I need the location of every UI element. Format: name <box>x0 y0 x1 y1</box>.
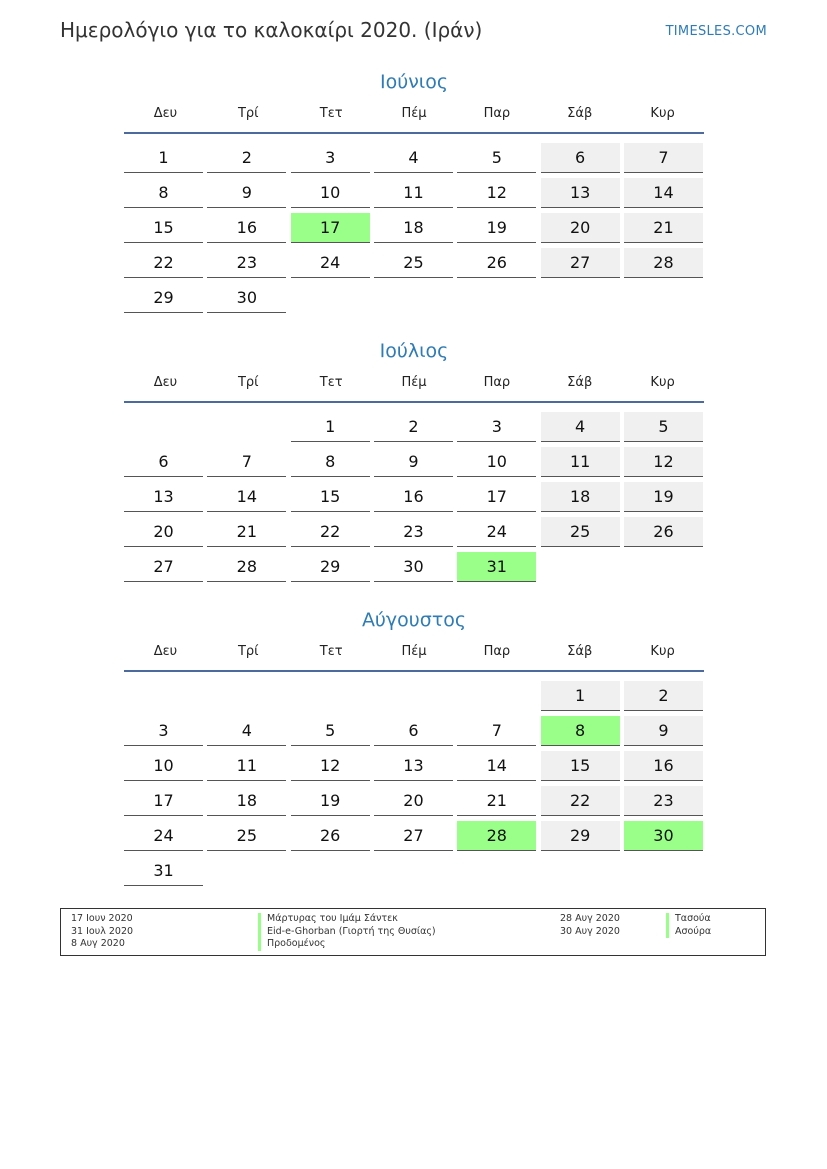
month-title: Ιούνιος <box>379 71 449 93</box>
site-link[interactable]: TIMESLES.COM <box>665 24 767 39</box>
day-cell: 21 <box>207 517 286 547</box>
legend-date: 17 Ιουν 2020 <box>71 913 133 924</box>
day-cell: 30 <box>374 552 453 582</box>
empty-day-cell <box>207 681 286 711</box>
day-cell: 16 <box>624 751 703 781</box>
day-cell: 10 <box>124 751 203 781</box>
day-cell: 13 <box>541 178 620 208</box>
day-cell: 22 <box>291 517 370 547</box>
day-cell: 12 <box>624 447 703 477</box>
day-cell: 23 <box>374 517 453 547</box>
day-cell: 9 <box>624 716 703 746</box>
month-title: Ιούλιος <box>379 340 449 362</box>
day-cell: 3 <box>457 412 536 442</box>
weekday-label: Πέμ <box>401 644 427 659</box>
day-cell: 6 <box>541 143 620 173</box>
weekday-label: Δευ <box>153 644 178 659</box>
day-cell: 8 <box>124 178 203 208</box>
day-cell: 5 <box>291 716 370 746</box>
empty-day-cell <box>207 412 286 442</box>
day-cell: 15 <box>124 213 203 243</box>
legend-date: 30 Αυγ 2020 <box>560 925 620 937</box>
weekday-label: Τετ <box>319 644 343 659</box>
weekday-label: Κυρ <box>650 106 675 121</box>
month-july <box>124 337 704 582</box>
empty-day-cell <box>457 681 536 711</box>
day-cell: 7 <box>207 447 286 477</box>
day-cell: 20 <box>374 786 453 816</box>
day-cell: 29 <box>541 821 620 851</box>
day-cell: 3 <box>291 143 370 173</box>
day-cell: 4 <box>207 716 286 746</box>
day-cell: 1 <box>291 412 370 442</box>
empty-day-cell <box>124 681 203 711</box>
legend-date: 8 Αυγ 2020 <box>71 938 125 950</box>
day-cell: 20 <box>124 517 203 547</box>
day-cell: 25 <box>374 248 453 278</box>
weekday-label: Παρ <box>483 375 511 390</box>
day-cell: 24 <box>124 821 203 851</box>
weekday-label: Δευ <box>153 106 178 121</box>
day-grid <box>124 407 704 582</box>
holiday-day-cell: 31 <box>457 552 536 582</box>
day-cell: 2 <box>374 412 453 442</box>
day-cell: 15 <box>541 751 620 781</box>
day-cell: 18 <box>374 213 453 243</box>
day-cell: 16 <box>207 213 286 243</box>
day-cell: 21 <box>624 213 703 243</box>
weekday-label: Σάβ <box>567 106 593 121</box>
day-cell: 3 <box>124 716 203 746</box>
day-cell: 13 <box>374 751 453 781</box>
day-cell: 14 <box>624 178 703 208</box>
day-cell: 26 <box>624 517 703 547</box>
day-cell: 13 <box>124 482 203 512</box>
legend-names-right <box>666 913 711 938</box>
day-cell: 11 <box>541 447 620 477</box>
weekday-label: Τρί <box>237 106 259 121</box>
day-cell: 2 <box>624 681 703 711</box>
day-cell: 21 <box>457 786 536 816</box>
holiday-day-cell: 8 <box>541 716 620 746</box>
day-cell: 11 <box>207 751 286 781</box>
day-cell: 17 <box>457 482 536 512</box>
day-cell: 19 <box>457 213 536 243</box>
month-august <box>124 606 704 886</box>
legend-date: 28 Αυγ 2020 <box>560 913 620 924</box>
holiday-legend <box>60 908 766 956</box>
day-cell: 26 <box>291 821 370 851</box>
day-grid <box>124 138 704 313</box>
day-cell: 27 <box>541 248 620 278</box>
day-cell: 8 <box>291 447 370 477</box>
empty-day-cell <box>374 681 453 711</box>
holiday-day-cell: 17 <box>291 213 370 243</box>
holiday-day-cell: 28 <box>457 821 536 851</box>
month-title: Αύγουστος <box>361 609 467 631</box>
weekday-header <box>124 371 704 403</box>
legend-holiday-name: Ασούρα <box>666 926 711 939</box>
day-cell: 9 <box>207 178 286 208</box>
weekday-label: Παρ <box>483 644 511 659</box>
legend-dates-right <box>560 913 620 938</box>
day-cell: 23 <box>207 248 286 278</box>
day-cell: 30 <box>207 283 286 313</box>
day-cell: 16 <box>374 482 453 512</box>
weekday-label: Πέμ <box>401 106 427 121</box>
holiday-day-cell: 30 <box>624 821 703 851</box>
day-cell: 14 <box>457 751 536 781</box>
day-cell: 22 <box>124 248 203 278</box>
day-cell: 18 <box>541 482 620 512</box>
day-cell: 25 <box>207 821 286 851</box>
day-cell: 14 <box>207 482 286 512</box>
day-cell: 15 <box>291 482 370 512</box>
day-cell: 18 <box>207 786 286 816</box>
day-cell: 5 <box>457 143 536 173</box>
page-title: Ημερολόγιο για το καλοκαίρι 2020. (Ιράν) <box>60 18 483 42</box>
weekday-label: Παρ <box>483 106 511 121</box>
day-cell: 17 <box>124 786 203 816</box>
legend-names-left <box>258 913 436 951</box>
day-cell: 11 <box>374 178 453 208</box>
weekday-label: Δευ <box>153 375 178 390</box>
day-cell: 10 <box>457 447 536 477</box>
day-cell: 12 <box>457 178 536 208</box>
legend-holiday-name: Τασούα <box>666 913 711 926</box>
day-cell: 19 <box>291 786 370 816</box>
day-cell: 12 <box>291 751 370 781</box>
weekday-label: Κυρ <box>650 375 675 390</box>
day-cell: 31 <box>124 856 203 886</box>
weekday-header <box>124 640 704 672</box>
weekday-label: Κυρ <box>650 644 675 659</box>
day-cell: 7 <box>457 716 536 746</box>
legend-date: 31 Ιουλ 2020 <box>71 925 134 937</box>
day-cell: 6 <box>374 716 453 746</box>
legend-holiday-name: Προδομένος <box>258 938 436 951</box>
day-cell: 22 <box>541 786 620 816</box>
day-grid <box>124 676 704 886</box>
day-cell: 29 <box>291 552 370 582</box>
legend-holiday-name: Μάρτυρας του Ιμάμ Σάντεκ <box>258 913 436 926</box>
day-cell: 1 <box>124 143 203 173</box>
weekday-label: Σάβ <box>567 375 593 390</box>
weekday-label: Πέμ <box>401 375 427 390</box>
day-cell: 29 <box>124 283 203 313</box>
day-cell: 27 <box>374 821 453 851</box>
day-cell: 20 <box>541 213 620 243</box>
day-cell: 5 <box>624 412 703 442</box>
weekday-header <box>124 102 704 134</box>
month-june <box>124 68 704 313</box>
empty-day-cell <box>124 412 203 442</box>
legend-holiday-name: Eid-e-Ghorban (Γιορτή της Θυσίας) <box>258 926 436 939</box>
day-cell: 25 <box>541 517 620 547</box>
day-cell: 9 <box>374 447 453 477</box>
day-cell: 23 <box>624 786 703 816</box>
weekday-label: Τρί <box>237 375 259 390</box>
day-cell: 2 <box>207 143 286 173</box>
day-cell: 28 <box>207 552 286 582</box>
day-cell: 24 <box>291 248 370 278</box>
day-cell: 26 <box>457 248 536 278</box>
day-cell: 10 <box>291 178 370 208</box>
day-cell: 4 <box>374 143 453 173</box>
day-cell: 28 <box>624 248 703 278</box>
day-cell: 24 <box>457 517 536 547</box>
day-cell: 27 <box>124 552 203 582</box>
weekday-label: Τρί <box>237 644 259 659</box>
day-cell: 1 <box>541 681 620 711</box>
weekday-label: Τετ <box>319 106 343 121</box>
legend-dates-left <box>71 913 133 951</box>
day-cell: 19 <box>624 482 703 512</box>
day-cell: 7 <box>624 143 703 173</box>
empty-day-cell <box>291 681 370 711</box>
day-cell: 4 <box>541 412 620 442</box>
weekday-label: Τετ <box>319 375 343 390</box>
weekday-label: Σάβ <box>567 644 593 659</box>
day-cell: 6 <box>124 447 203 477</box>
